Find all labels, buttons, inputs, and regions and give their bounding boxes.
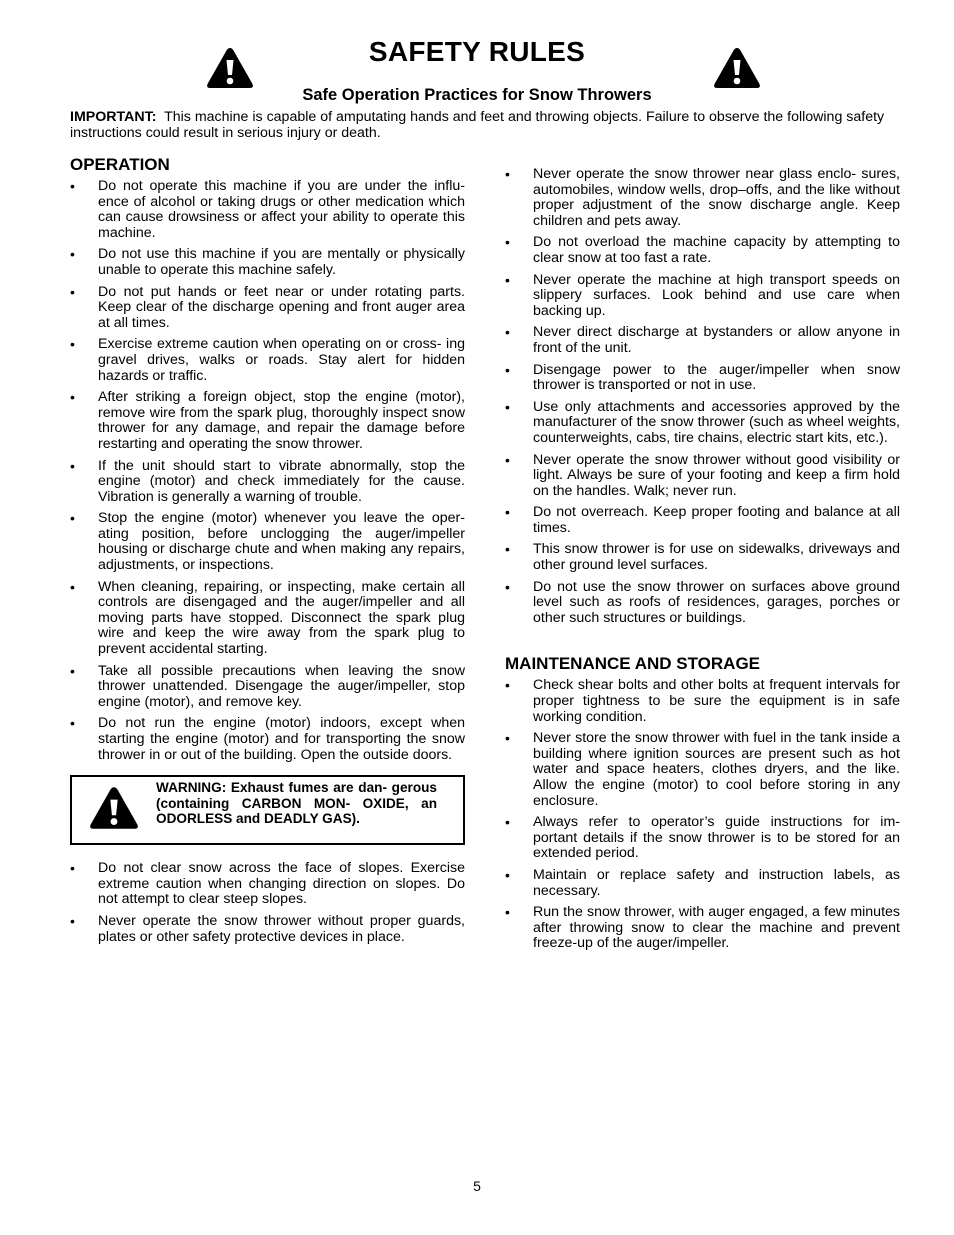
maintenance-list [505,678,900,952]
list-item: • Never operate the snow thrower without proper guards, plates or other safety protective devices in place. [70,914,465,945]
list-item: • Never operate the snow thrower near glass enclo- sures, automobiles, window wells, drop–offs, and the like without proper adjustment of the snow discharge angle. Keep children and pets away. [505,167,900,229]
list-item: • Do not put hands or feet near or under rotating parts. Keep clear of the discharge opening and front auger area at all times. [70,285,465,332]
operation-list-right [505,167,900,626]
operation-list-continued [70,861,465,945]
list-item: • Do not use this machine if you are mentally or physically unable to operate this machine safely. [70,247,465,278]
important-text: This machine is capable of amputating hands and feet and throwing objects. Failure to observe the following safety instructions could result in serious injury or death. [70,109,885,141]
list-item: • After striking a foreign object, stop the engine (motor), remove wire from the spark plug, thoroughly inspect snow thrower for any damage, and repair the damage before restarting and operating the snow thrower. [70,390,465,452]
list-item: • Maintain or replace safety and instruction labels, as necessary. [505,868,900,899]
list-item: • Disengage power to the auger/impeller when snow thrower is transported or not in use. [505,363,900,394]
list-item: • Do not run the engine (motor) indoors, except when starting the engine (motor) and for transporting the snow thrower in or out of the building. Open the outside doors. [70,716,465,763]
operation-list [70,179,465,763]
important-label: IMPORTANT: [70,109,157,125]
warning-triangle-icon [88,783,140,833]
list-item: • Never operate the machine at high transport speeds on slippery surfaces. Look behind and use care when backing up. [505,273,900,320]
list-item: • Always refer to operator’s guide instructions for im- portant details if the snow thrower is to be stored for an extended period. [505,815,900,862]
important-notice [70,109,900,141]
list-item: • Never store the snow thrower with fuel in the tank inside a building where ignition sources are present such as hot water and space heaters, clothes dryers, and the like. Allow the engine (motor) to cool before storing in any enclosure. [505,731,900,809]
exhaust-warning-text: WARNING: Exhaust fumes are dan- gerous (containing CARBON MON- OXIDE, an ODORLESS and DEADLY GAS). [156,780,437,827]
exhaust-warning-box [70,775,465,845]
list-item: • Exercise extreme caution when operating on or cross- ing gravel drives, walks or roads. Stay alert for hidden hazards or traffic. [70,337,465,384]
list-item: • Stop the engine (motor) whenever you leave the oper- ating position, before unclogging the auger/impeller housing or discharge chute and when making any repairs, adjustments, or inspections. [70,511,465,573]
list-item: • Run the snow thrower, with auger engaged, a few minutes after throwing snow to clear the machine and prevent freeze-up of the auger/impeller. [505,905,900,952]
list-item: • Do not overreach. Keep proper footing and balance at all times. [505,505,900,536]
list-item: • Do not operate this machine if you are under the influ- ence of alcohol or taking drugs or other medication which can cause drowsiness or affect your ability to operate this machine. [70,179,465,241]
list-item: • Do not clear snow across the face of slopes. Exercise extreme caution when changing direction on slopes. Do not attempt to clear steep slopes. [70,861,465,908]
maintenance-heading: MAINTENANCE AND STORAGE [505,654,761,674]
page-number: 5 [473,1178,481,1194]
list-item: • This snow thrower is for use on sidewalks, driveways and other ground level surfaces. [505,542,900,573]
list-item: • When cleaning, repairing, or inspecting, make certain all controls are disengaged and the auger/impeller and all moving parts have stopped. Disconnect the spark plug wire and keep the wire away from the spark plug to prevent accidental starting. [70,580,465,658]
page-subtitle: Safe Operation Practices for Snow Throwers [302,86,652,104]
list-item: • Do not overload the machine capacity by attempting to clear snow at too fast a rate. [505,235,900,266]
list-item: • Check shear bolts and other bolts at frequent intervals for proper tightness to be sure the equipment is in safe working condition. [505,678,900,725]
warning-triangle-icon [712,46,762,90]
left-column [70,155,465,951]
list-item: • Take all possible precautions when leaving the snow thrower unattended. Disengage the auger/impeller, stop engine (motor), and remove key. [70,664,465,711]
list-item: • If the unit should start to vibrate abnormally, stop the engine (motor) and check immediately for the cause. Vibration is generally a warning of trouble. [70,459,465,506]
list-item: • Use only attachments and accessories approved by the manufacturer of the snow thrower (such as wheel weights, counterweights, cabs, tire chains, electric start kits, etc.). [505,400,900,447]
list-item: • Never direct discharge at bystanders or allow anyone in front of the unit. [505,325,900,356]
list-item: • Never operate the snow thrower without good visibility or light. Always be sure of your footing and keep a firm hold on the handles. Walk; never run. [505,453,900,500]
operation-heading: OPERATION [70,155,170,174]
page-title: SAFETY RULES [368,36,586,67]
list-item: • Do not use the snow thrower on surfaces above ground level such as roofs of residences, garages, porches or other such structures or buildings. [505,580,900,627]
right-column [505,167,900,958]
